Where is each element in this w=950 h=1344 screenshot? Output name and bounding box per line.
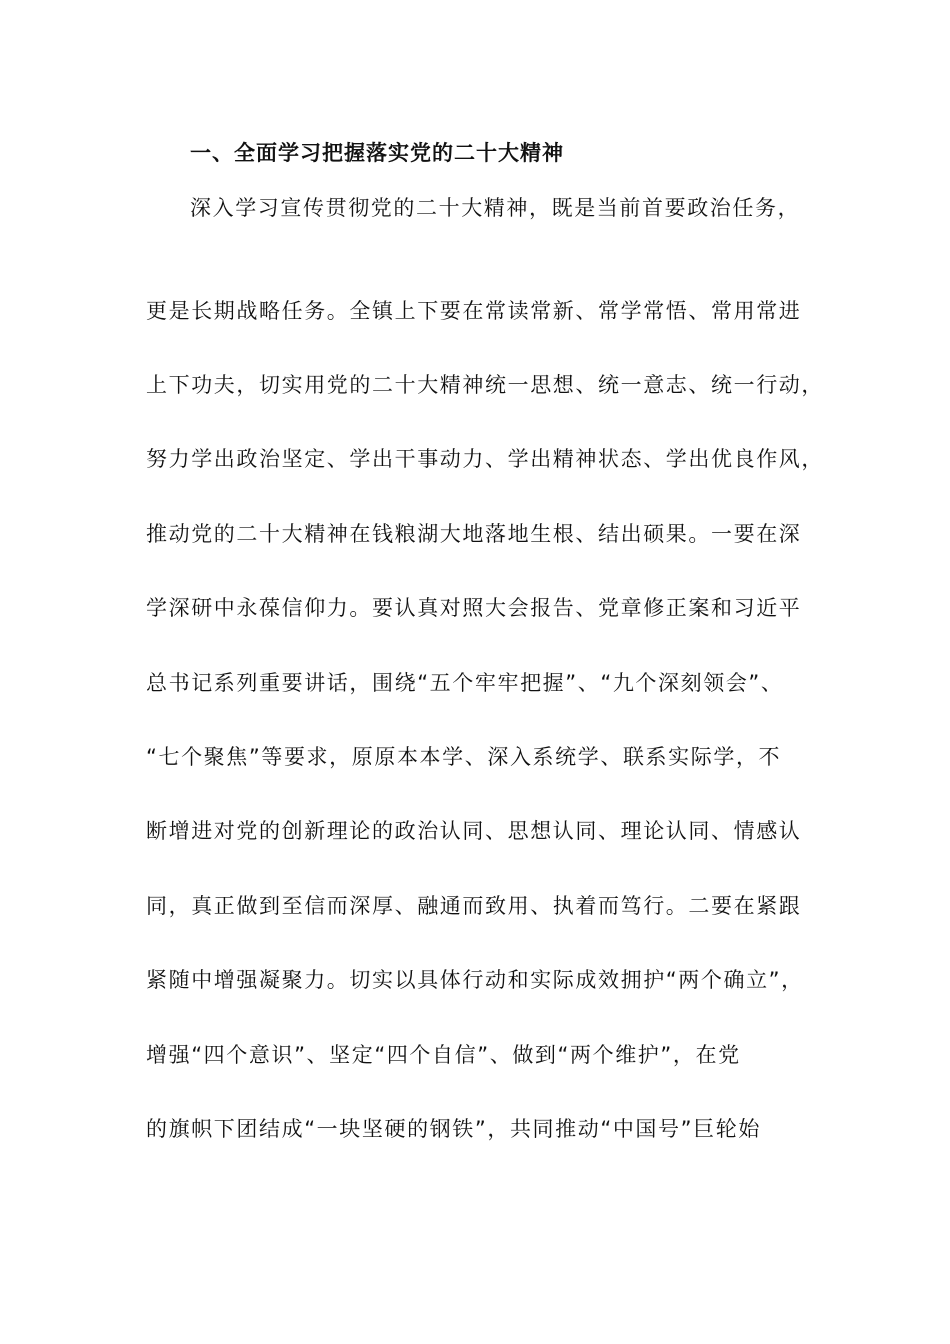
paragraph-line: 深入学习宣传贯彻党的二十大精神，既是当前首要政治任务，: [190, 196, 801, 220]
paragraph-line: 同，真正做到至信而深厚、融通而致用、执着而笃行。二要在紧跟: [146, 894, 802, 918]
paragraph-line: 上下功夫，切实用党的二十大精神统一思想、统一意志、统一行动，: [146, 373, 824, 397]
paragraph-line: 努力学出政治坚定、学出干事动力、学出精神状态、学出优良作风，: [146, 447, 824, 471]
paragraph-line: 断增进对党的创新理论的政治认同、思想认同、理论认同、情感认: [146, 819, 802, 843]
paragraph-line: “七个聚焦”等要求，原原本本学、深入系统学、联系实际学，不: [146, 745, 782, 769]
paragraph-line: 更是长期战略任务。全镇上下要在常读常新、常学常悟、常用常进: [146, 299, 802, 323]
paragraph-line: 总书记系列重要讲话，围绕“五个牢牢把握”、“九个深刻领会”、: [146, 671, 784, 695]
paragraph-line: 增强“四个意识”、坚定“四个自信”、做到“两个维护”，在党: [146, 1043, 741, 1067]
paragraph-line: 学深研中永葆信仰力。要认真对照大会报告、党章修正案和习近平: [146, 596, 802, 620]
section-heading: 一、全面学习把握落实党的二十大精神: [190, 141, 564, 165]
paragraph-line: 的旗帜下团结成“一块坚硬的钢铁”，共同推动“中国号”巨轮始: [146, 1117, 761, 1141]
paragraph-line: 推动党的二十大精神在钱粮湖大地落地生根、结出硕果。一要在深: [146, 522, 802, 546]
paragraph-line: 紧随中增强凝聚力。切实以具体行动和实际成效拥护“两个确立”，: [146, 968, 804, 992]
